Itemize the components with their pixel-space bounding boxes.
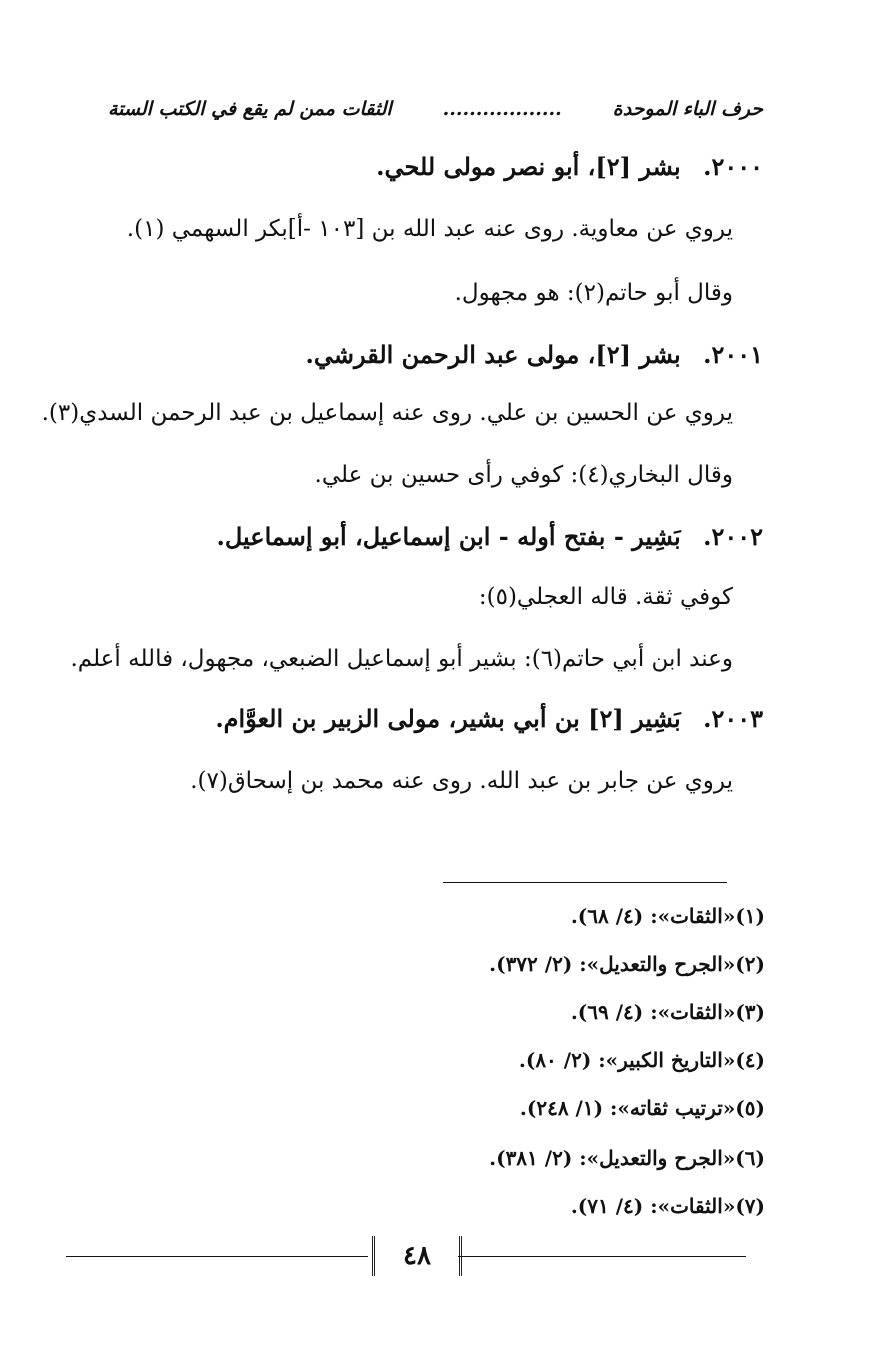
entry-number: ٢٠٠٣. [703, 704, 763, 733]
entry-text-line: يروي عن جابر بن عبد الله. روى عنه محمد بن إسحاق(٧). [190, 768, 733, 794]
entry-number: ٢٠٠١. [703, 340, 763, 369]
entry-title: بَشِير - بفتح أوله - ابن إسماعيل، أبو إسماعيل. [216, 522, 681, 551]
footnote: (٤)«التاريخ الكبير»: (٢/ ٨٠). [518, 1048, 765, 1072]
entry-heading [215, 704, 763, 733]
entry-text-line: كوفي ثقة. قاله العجلي(٥): [478, 584, 733, 610]
entry-heading [217, 522, 763, 551]
entry-text-line: وقال أبو حاتم(٢): هو مجهول. [454, 280, 733, 306]
footnote-separator [443, 882, 727, 883]
footer-rule-right [458, 1256, 746, 1257]
entry-text-line: وقال البخاري(٤): كوفي رأى حسين بن علي. [314, 462, 733, 488]
running-head [108, 92, 763, 126]
running-head-left: الثقات ممن لم يقع في الكتب الستة [108, 98, 392, 120]
running-head-dots: .................. [442, 98, 562, 120]
footnote: (٧)«الثقات»: (٤/ ٧١). [570, 1194, 765, 1218]
page-number-text: ٤٨ [403, 1241, 431, 1271]
footnote: (١)«الثقات»: (٤/ ٦٨). [570, 904, 765, 928]
entry-title: بشر [٢]، مولى عبد الرحمن القرشي. [305, 340, 681, 369]
footnote: (٢)«الجرح والتعديل»: (٢/ ٣٧٢). [489, 952, 765, 976]
entry-text-line: يروي عن معاوية. روى عنه عبد الله بن [١٠٣ -أ]بكر السهمي (١). [126, 216, 733, 242]
running-head-right: حرف الباء الموحدة [612, 98, 763, 120]
footnote: (٣)«الثقات»: (٤/ ٦٩). [570, 1000, 765, 1024]
entry-heading [305, 340, 763, 369]
entry-number: ٢٠٠٠. [703, 152, 763, 181]
footnote: (٥)«ترتيب ثقاته»: (١/ ٢٤٨). [519, 1096, 765, 1120]
entry-text-line: وعند ابن أبي حاتم(٦): بشير أبو إسماعيل الضبعي، مجهول، فالله أعلم. [70, 646, 733, 672]
page-number [372, 1236, 462, 1276]
entry-number: ٢٠٠٢. [703, 522, 763, 551]
footnote: (٦)«الجرح والتعديل»: (٢/ ٣٨١). [489, 1146, 765, 1170]
entry-title: بَشِير [٢] بن أبي بشير، مولى الزبير بن العوَّام. [215, 704, 681, 733]
entry-title: بشر [٢]، أبو نصر مولى للحي. [376, 152, 681, 181]
footer-rule-left [66, 1256, 368, 1257]
entry-heading [376, 152, 763, 181]
entry-text-line: يروي عن الحسين بن علي. روى عنه إسماعيل بن عبد الرحمن السدي(٣). [41, 400, 733, 426]
